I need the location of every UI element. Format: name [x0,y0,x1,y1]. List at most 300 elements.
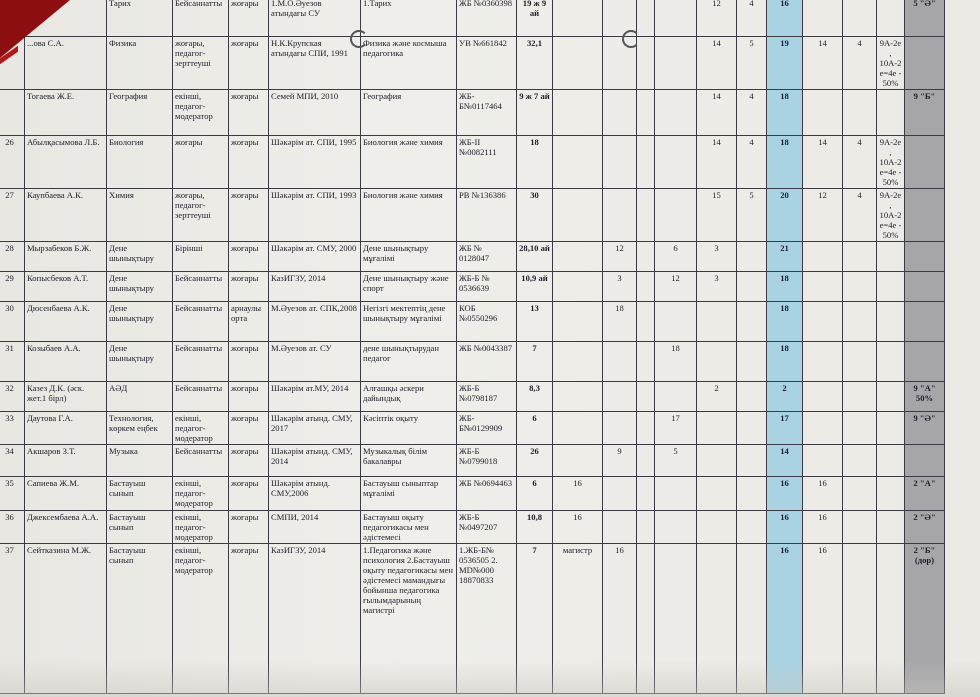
extra-hours-2 [843,90,877,136]
hours-col-4: 18 [655,342,697,382]
hours-col-6 [737,445,767,477]
diploma-specialty: Бастауыш оқыту педагогикасы мен әдістемесі [361,511,457,544]
education-level: жоғары [229,272,269,302]
hours-col-2 [603,189,637,242]
total-hours: 18 [767,136,803,189]
hours-col-5: 14 [697,90,737,136]
class-assignment [905,37,945,90]
diploma-number: ЖБ-Б №0497207 [457,511,517,544]
table-row [0,382,945,412]
extra-hours-2: 4 [843,136,877,189]
experience: 26 [517,445,553,477]
total-hours: 14 [767,445,803,477]
extra-hours-1: 14 [803,136,843,189]
experience: 28,10 ай [517,242,553,272]
total-hours: 18 [767,90,803,136]
extra-hours-2 [843,342,877,382]
class-assignment [905,342,945,382]
subject: География [107,90,173,136]
hours-col-6 [737,382,767,412]
institution: М.Әуезов ат. СПК,2008 [269,302,361,342]
hours-col-5: 15 [697,189,737,242]
diploma-specialty: 1.Тарих [361,0,457,37]
diploma-specialty: Бастауыш сыныптар мұғалімі [361,477,457,511]
hours-col-5 [697,412,737,445]
hours-col-6: 4 [737,0,767,37]
education-level: жоғары [229,242,269,272]
extra-hours-1 [803,90,843,136]
hours-col-2 [603,382,637,412]
hours-col-6: 4 [737,90,767,136]
diploma-number: УВ №661842 [457,37,517,90]
row-number: 27 [0,189,25,242]
qualification: екінші, педагог-модератор [173,544,229,694]
institution: Шәкәрім атынд. СМУ, 2014 [269,445,361,477]
education-level: жоғары [229,90,269,136]
institution: Шәкәрім ат. СМУ, 2000 [269,242,361,272]
experience: 32,1 [517,37,553,90]
total-hours: 20 [767,189,803,242]
hours-col-6 [737,477,767,511]
hours-col-3 [637,511,655,544]
class-assignment: 2 "А" [905,477,945,511]
teacher-name: Абылқасымова Л.Б. [25,136,107,189]
hours-col-5 [697,342,737,382]
class-assignment: 2 "Ә" [905,511,945,544]
hours-col-5: 14 [697,37,737,90]
subject: Дене шынықтыру [107,342,173,382]
hours-col-4 [655,90,697,136]
experience: 13 [517,302,553,342]
extra-hours-2 [843,302,877,342]
class-assignment: 2 "Б" (дор) [905,544,945,694]
table-row [0,412,945,445]
experience: 7 [517,544,553,694]
total-hours: 19 [767,37,803,90]
institution: Шәкәрім ат. СПИ, 1995 [269,136,361,189]
hours-col-6: 5 [737,37,767,90]
experience: 18 [517,136,553,189]
hours-col-2 [603,342,637,382]
hours-col-3 [637,445,655,477]
table-row [0,136,945,189]
table-row [0,302,945,342]
teacher-name: Джексембаева А.А. [25,511,107,544]
hours-col-3 [637,382,655,412]
staple-mark-icon [622,30,640,48]
education-level: жоғары [229,445,269,477]
diploma-number: ЖБ № 0128047 [457,242,517,272]
hours-col-1 [553,445,603,477]
education-level: жоғары [229,37,269,90]
extra-hours-3: 9А-2е, 10А-2е=4е - 50% [877,37,905,90]
extra-hours-3 [877,272,905,302]
education-level: жоғары [229,189,269,242]
diploma-number: ЖБ №0043387 [457,342,517,382]
diploma-number: 1.ЖБ-Б№ 0536505 2. MD№000 18870833 [457,544,517,694]
experience: 8,3 [517,382,553,412]
total-hours: 21 [767,242,803,272]
diploma-specialty: Дене шынықтыру мұғалімі [361,242,457,272]
hours-col-2: 12 [603,242,637,272]
institution: М.Әуезов ат. СУ [269,342,361,382]
hours-col-4: 12 [655,272,697,302]
extra-hours-1: 16 [803,511,843,544]
subject: Химия [107,189,173,242]
subject: Дене шынықтыру [107,302,173,342]
institution: Шәкәрім ат.МУ, 2014 [269,382,361,412]
institution: СМПИ, 2014 [269,511,361,544]
teacher-name: Даутова Г.А. [25,412,107,445]
hours-col-2 [603,90,637,136]
education-level: жоғары [229,382,269,412]
diploma-specialty: География [361,90,457,136]
table-row [0,90,945,136]
table-row [0,477,945,511]
hours-col-2: 16 [603,544,637,694]
total-hours: 18 [767,342,803,382]
total-hours: 16 [767,511,803,544]
qualification: Бейсаннатты [173,302,229,342]
subject: Бастауыш сынып [107,477,173,511]
hours-col-6 [737,511,767,544]
page-edge-shadow [0,660,980,697]
teacher-name: Казез Д.К. (әск. жет.1 бірл) [25,382,107,412]
hours-col-3 [637,136,655,189]
hours-col-3 [637,342,655,382]
hours-col-3 [637,37,655,90]
extra-hours-1 [803,0,843,37]
row-number: 29 [0,272,25,302]
experience: 10,8 [517,511,553,544]
row-number: 36 [0,511,25,544]
hours-col-5: 2 [697,382,737,412]
institution: КазИГЗУ, 2014 [269,272,361,302]
teacher-name: Тогаева Ж.Е. [25,90,107,136]
qualification: екінші, педагог-модератор [173,90,229,136]
extra-hours-3 [877,302,905,342]
extra-hours-2 [843,0,877,37]
hours-col-1 [553,412,603,445]
experience: 9 ж 7 ай [517,90,553,136]
hours-col-6 [737,412,767,445]
qualification: Бірінші [173,242,229,272]
row-number [0,90,25,136]
institution: КазИГЗУ, 2014 [269,544,361,694]
hours-col-2: 9 [603,445,637,477]
row-number: 33 [0,412,25,445]
hours-col-5 [697,302,737,342]
hours-col-2: 18 [603,302,637,342]
extra-hours-2 [843,477,877,511]
hours-col-1 [553,302,603,342]
teacher-name: Копысбеков А.Т. [25,272,107,302]
class-assignment [905,189,945,242]
extra-hours-1 [803,412,843,445]
subject: Бастауыш сынып [107,511,173,544]
diploma-specialty: Физика және космыша педагогика [361,37,457,90]
hours-col-5: 14 [697,136,737,189]
diploma-specialty: дене шынықтырудан педагог [361,342,457,382]
teacher-name: Сапиева Ж.М. [25,477,107,511]
hours-col-5: 3 [697,272,737,302]
institution: Шәкәрім атынд. СМУ,2006 [269,477,361,511]
hours-col-6: 4 [737,136,767,189]
hours-col-4 [655,0,697,37]
diploma-number: ЖБ №0694463 [457,477,517,511]
qualification: екінші, педагог-модератор [173,511,229,544]
extra-hours-3 [877,445,905,477]
institution: Шәкәрім атынд. СМУ, 2017 [269,412,361,445]
institution: 1.М.О.Әуезов атындағы СУ [269,0,361,37]
hours-col-3 [637,302,655,342]
education-level: жоғары [229,511,269,544]
hours-col-4: 17 [655,412,697,445]
hours-col-4 [655,477,697,511]
experience: 6 [517,477,553,511]
teacher-name: Каупбаева А.К. [25,189,107,242]
teacher-name: Дюсенбаева А.К. [25,302,107,342]
experience: 6 [517,412,553,445]
diploma-number: ЖБ-II №0082111 [457,136,517,189]
extra-hours-1: 16 [803,544,843,694]
hours-col-6 [737,302,767,342]
class-assignment [905,272,945,302]
table-row [0,342,945,382]
row-number: 28 [0,242,25,272]
class-assignment: 9 "Ә" [905,412,945,445]
hours-col-1: 16 [553,477,603,511]
hours-col-6 [737,242,767,272]
hours-col-1: 16 [553,511,603,544]
diploma-number: ЖБ №0360398 [457,0,517,37]
hours-col-4: 6 [655,242,697,272]
hours-col-1 [553,37,603,90]
hours-col-5 [697,477,737,511]
experience: 10,9 ай [517,272,553,302]
hours-col-1 [553,242,603,272]
diploma-specialty: Алғашқы әскери дайындық [361,382,457,412]
hours-col-4 [655,511,697,544]
qualification: Бейсаннатты [173,382,229,412]
extra-hours-1 [803,445,843,477]
education-level: жоғары [229,477,269,511]
total-hours: 16 [767,477,803,511]
diploma-number: ЖБ-Б №0798187 [457,382,517,412]
class-assignment [905,242,945,272]
diploma-specialty: Кәсіптік оқыту [361,412,457,445]
experience: 19 ж 9 ай [517,0,553,37]
institution: Шәкәрім ат. СПИ, 1993 [269,189,361,242]
qualification: Бейсаннатты [173,342,229,382]
hours-col-2 [603,136,637,189]
education-level: арнаулы орта [229,302,269,342]
extra-hours-1 [803,382,843,412]
extra-hours-3: 9А-2е, 10А-2е=4е - 50% [877,136,905,189]
table-row [0,445,945,477]
education-level: жоғары [229,412,269,445]
hours-col-5: 3 [697,242,737,272]
hours-col-1: магистр [553,544,603,694]
hours-col-1 [553,272,603,302]
education-level: жоғары [229,0,269,37]
class-assignment: 5 "Ә" [905,0,945,37]
hours-col-1 [553,136,603,189]
table-row [0,511,945,544]
teacher-name: Мырзабеков Б.Ж. [25,242,107,272]
subject: Технология, көркем еңбек [107,412,173,445]
diploma-specialty: Биология және химия [361,136,457,189]
class-assignment: 9 "Б" [905,90,945,136]
extra-hours-2 [843,412,877,445]
row-number: 30 [0,302,25,342]
subject: Дене шынықтыру [107,242,173,272]
hours-col-4 [655,37,697,90]
table-row [0,272,945,302]
diploma-number: ЖБ-Б№0129909 [457,412,517,445]
hours-col-2: 3 [603,272,637,302]
subject: Биология [107,136,173,189]
hours-col-4 [655,382,697,412]
hours-col-5 [697,511,737,544]
hours-col-6: 5 [737,189,767,242]
teacher-name: ...ова С.А. [25,37,107,90]
extra-hours-1: 16 [803,477,843,511]
qualification: жоғары, педагог-зерттеуші [173,37,229,90]
experience: 30 [517,189,553,242]
hours-col-4 [655,302,697,342]
subject: Дене шынықтыру [107,272,173,302]
hours-col-1 [553,342,603,382]
extra-hours-3 [877,0,905,37]
extra-hours-3 [877,382,905,412]
hours-col-3 [637,189,655,242]
extra-hours-3 [877,90,905,136]
extra-hours-3 [877,477,905,511]
extra-hours-2 [843,511,877,544]
row-number: 37 [0,544,25,694]
hours-col-1 [553,189,603,242]
teacher-name: Акшаров З.Т. [25,445,107,477]
table-row [0,37,945,90]
qualification: жоғары [173,136,229,189]
extra-hours-2 [843,272,877,302]
diploma-number: РВ №136386 [457,189,517,242]
hours-col-3 [637,0,655,37]
extra-hours-3 [877,242,905,272]
extra-hours-1 [803,242,843,272]
qualification: екінші, педагог-модератор [173,477,229,511]
diploma-number: ЖБ-Б№0117464 [457,90,517,136]
class-assignment [905,302,945,342]
qualification: Бейсаннатты [173,445,229,477]
total-hours: 2 [767,382,803,412]
hours-col-5 [697,445,737,477]
experience: 7 [517,342,553,382]
qualification: екінші, педагог-модератор [173,412,229,445]
institution: Семей МПИ, 2010 [269,90,361,136]
extra-hours-1: 12 [803,189,843,242]
extra-hours-3 [877,342,905,382]
hours-col-1 [553,382,603,412]
diploma-number: ЖБ-Б №0799018 [457,445,517,477]
hours-col-5: 12 [697,0,737,37]
extra-hours-3 [877,511,905,544]
extra-hours-2 [843,242,877,272]
diploma-specialty: Музыкалық білім бакалавры [361,445,457,477]
qualification: Бейсаннатты [173,272,229,302]
extra-hours-2 [843,382,877,412]
diploma-number: КОБ №0550296 [457,302,517,342]
class-assignment [905,445,945,477]
hours-col-6 [737,272,767,302]
row-number: 32 [0,382,25,412]
hours-col-2 [603,477,637,511]
staple-mark-icon [350,30,368,48]
class-assignment: 9 "А" 50% [905,382,945,412]
hours-col-3 [637,412,655,445]
extra-hours-2: 4 [843,37,877,90]
education-level: жоғары [229,544,269,694]
hours-col-1 [553,0,603,37]
hours-col-1 [553,90,603,136]
extra-hours-2 [843,445,877,477]
extra-hours-3 [877,412,905,445]
hours-col-3 [637,90,655,136]
qualification: жоғары, педагог-зерттеуші [173,189,229,242]
extra-hours-1 [803,342,843,382]
row-number: 26 [0,136,25,189]
hours-col-6 [737,342,767,382]
diploma-specialty: 1.Педагогика және психология 2.Бастауыш оқыту педагогикасы мен әдістемесі мамандығы бойынша педагогика ғылымдарының магистрі [361,544,457,694]
table-row [0,242,945,272]
extra-hours-3: 9А-2е, 10А-2е=4е - 50% [877,189,905,242]
hours-col-2 [603,511,637,544]
total-hours: 18 [767,302,803,342]
extra-hours-2: 4 [843,189,877,242]
hours-col-4 [655,136,697,189]
table-row [0,189,945,242]
table-row [0,0,945,37]
total-hours: 18 [767,272,803,302]
subject: АӘД [107,382,173,412]
subject: Тарих [107,0,173,37]
qualification: Бейсаннатты [173,0,229,37]
institution: Н.К.Крупская атындағы СПИ, 1991 [269,37,361,90]
row-number: 35 [0,477,25,511]
extra-hours-1 [803,302,843,342]
extra-hours-1 [803,272,843,302]
total-hours: 16 [767,544,803,694]
teacher-name: Козыбаев А.А. [25,342,107,382]
hours-col-3 [637,242,655,272]
subject: Физика [107,37,173,90]
education-level: жоғары [229,136,269,189]
education-level: жоғары [229,342,269,382]
teacher-name: Б.Ш. [25,0,107,37]
diploma-specialty: Негізгі мектептің дене шынықтыру мұғалімі [361,302,457,342]
diploma-specialty: Дене шынықтыру және спорт [361,272,457,302]
diploma-number: ЖБ-Б № 0536639 [457,272,517,302]
teacher-name: Сейтказина М.Ж. [25,544,107,694]
hours-col-4: 5 [655,445,697,477]
hours-col-2 [603,412,637,445]
extra-hours-1: 14 [803,37,843,90]
total-hours: 17 [767,412,803,445]
diploma-specialty: Биология және химия [361,189,457,242]
row-number: 34 [0,445,25,477]
hours-col-3 [637,477,655,511]
